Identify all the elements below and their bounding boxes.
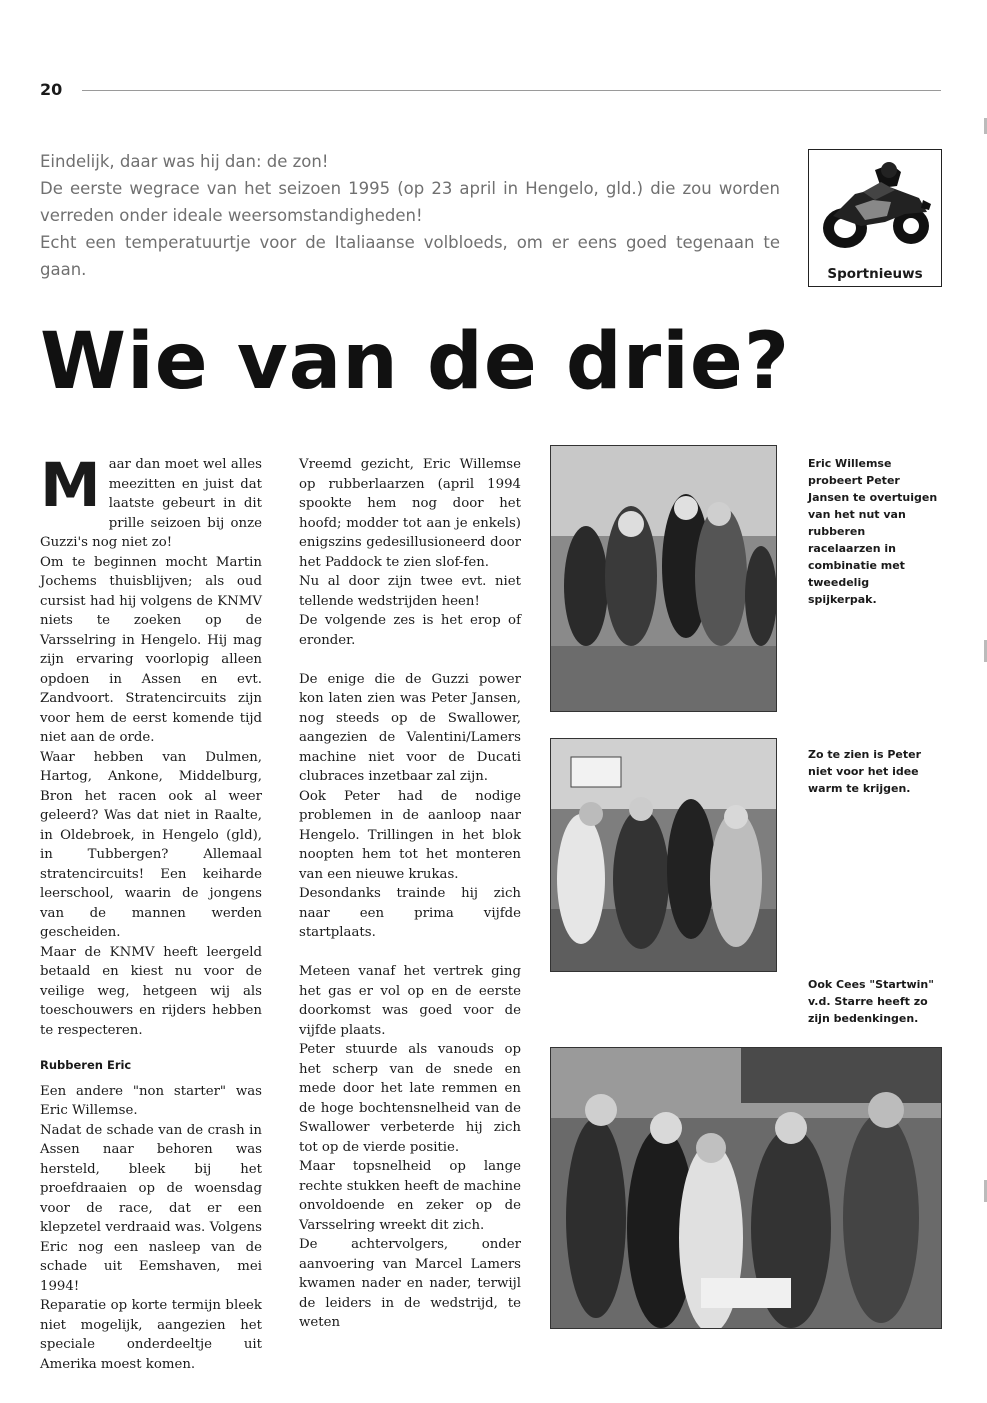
paragraph-gap [299,650,521,670]
col1-paragraph: Waar hebben van Dulmen, Hartog, Ankone, Middelburg, Bron het racen ook al weer geleerd? Was dat niet in Raalte, in Oldebroek, in Hengelo (gld), in Tubbergen? Allemaal stratencircuits! Een keiharde leerschool, waarin de jongens van de mannen werden gescheiden. [40,749,262,940]
photo-racing-team-tent [550,738,777,972]
subheading: Rubberen Eric [40,1058,132,1072]
intro-line-1: Eindelijk, daar was hij dan: de zon! [40,152,329,171]
col1-paragraph: Nadat de schade van de crash in Assen naar behoren was hersteld, bleek bij het proefdraaien op de woensdag voor de race, dat er een klepzetel verdraaid was. Volgens Eric nog een nasleep van de schade uit Eemshaven, mei 1994! [40,1122,262,1294]
motorcycle-racer-icon [815,156,935,256]
intro-line-2: De eerste wegrace van het seizoen 1995 (op 23 april in Hengelo, gld.) die zou worden verreden onder ideale weersomstandigheden! [40,179,780,225]
logo-label: Sportnieuws [827,266,923,282]
col1-paragraph: Reparatie op korte termijn bleek niet mogelijk, aangezien het speciale onderdeeltje uit Amerika moest komen. [40,1298,262,1372]
col2-paragraph: Ook Peter had de nodige problemen in de aanloop naar Hengelo. Trillingen in het blok noopten hem tot het monteren van een nieuwe krukas. [299,788,521,882]
photo-caption: Eric Willemse probeert Peter Jansen te overtuigen van het nut van rubberen racelaarzen in combinatie met tweedelig spijkerpak. [808,457,938,606]
page-number: 20 [40,80,63,99]
col1-paragraph: aar dan moet wel alles meezitten en juist dat laatste gebeurt in dit prille seizoen bij onze Guzzi's nog niet zo! [40,457,262,550]
col2-paragraph: Nu al door zijn twee evt. niet tellende wedstrijden heen! [299,574,521,609]
header-rule [82,90,941,91]
col2-paragraph: Peter stuurde als vanouds op het scherp van de snede en mede door het late remmen en de hoge bochtensnelheid van de Swallower verbeterde hij zich tot op de vierde positie. [299,1042,521,1155]
photo-caption: Zo te zien is Peter niet voor het idee warm te krijgen. [808,748,922,795]
col1-paragraph: Om te beginnen mocht Martin Jochems thuisblijven; als oud cursist had hij volgens de KNMV niets te zoeken op de Varsselring in Hengelo. Hij mag zijn ervaring voorlopig alleen opdoen in Assen en evt. Zandvoort. Stratencircuits zijn voor hem de eerst komende tijd niet aan de orde. [40,554,262,745]
col2-paragraph: De enige die de Guzzi power kon laten zien was Peter Jansen, nog steeds op de Swallower, aangezien de Valentini/Lamers machine niet voor de Ducati clubraces inzetbaar zal zijn. [299,671,521,784]
col1-paragraph: Een andere "non starter" was Eric Willemse. [40,1083,262,1118]
col1-paragraph: Maar de KNMV heeft leergeld betaald en kiest nu voor de veilige weg, hetgeen wij als toeschouwers en rijders hebben te respecteren. [40,944,262,1038]
photo-caption: Ook Cees "Startwin" v.d. Starre heeft zo zijn bedenkingen. [808,978,934,1025]
drop-cap: M [40,450,101,521]
col2-paragraph: Maar topsnelheid op lange rechte stukken heeft de machine onvoldoende en zeker op de Varsselring wreekt dit zich. [299,1159,521,1233]
paragraph-gap [299,943,521,963]
intro-line-3: Echt een temperatuurtje voor de Italiaanse volbloeds, om er eens goed tegenaan te gaan. [40,233,780,279]
photo-paddock-group [550,445,777,712]
col2-paragraph: De volgende zes is het erop of eronder. [299,613,521,648]
article-column-2 [299,455,521,1333]
col2-paragraph: Meteen vanaf het vertrek ging het gas er vol op en de eerste doorkomst was goed voor de vijfde plaats. [299,964,521,1038]
col2-paragraph: Vreemd gezicht, Eric Willemse op rubberlaarzen (april 1994 spookte hem nog door het hoofd; modder tot aan je enkels) enigszins gedesillusioneerd door het Paddock te zien slof-fen. [299,457,521,570]
article-column-1 [40,450,262,1374]
col2-paragraph: Desondanks trainde hij zich naar een prima vijfde startplaats. [299,886,521,940]
intro-text [40,148,780,283]
headline: Wie van de drie? [40,317,791,407]
photo-swallower-riders [550,1047,942,1329]
sportnieuws-logo [808,149,942,287]
col2-paragraph: De achtervolgers, onder aanvoering van Marcel Lamers kwamen nader en nader, terwijl de leiders in de wedstrijd, te weten [299,1237,521,1330]
